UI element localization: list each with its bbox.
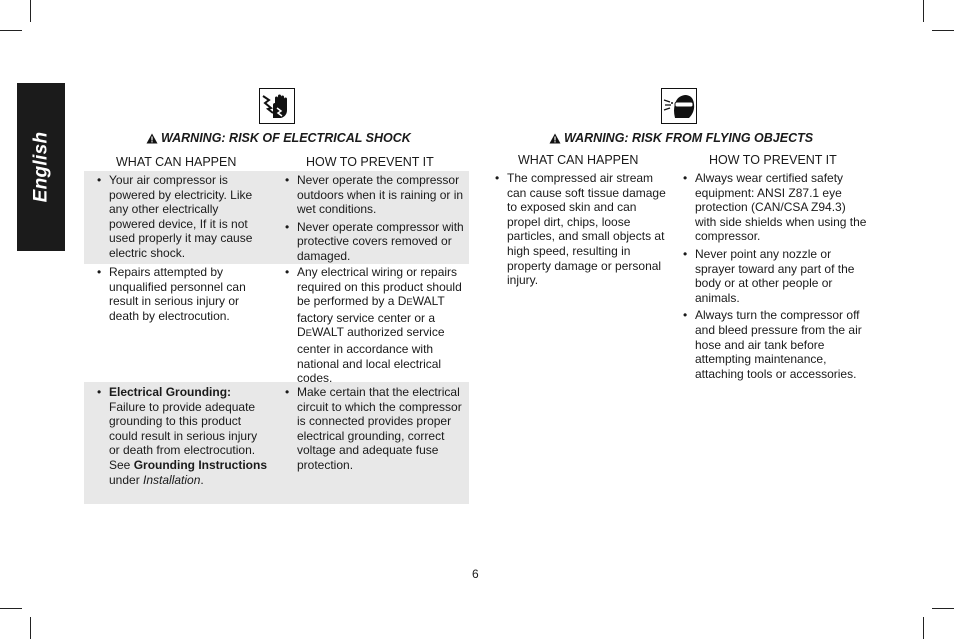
crop-mark bbox=[30, 617, 31, 639]
electrical-row1-prevent bbox=[284, 173, 468, 267]
crop-mark bbox=[932, 608, 954, 609]
electrical-row1-happen bbox=[96, 173, 264, 264]
list-item: • Always wear certified safety equipment: ANSI Z87.1 eye protection (CAN/CSA Z94.3) with side shields when using the compressor. bbox=[682, 171, 868, 244]
list-item: • Never point any nozzle or sprayer toward any part of the body or at other people or animals. bbox=[682, 247, 868, 305]
warning-triangle-icon bbox=[146, 133, 158, 144]
crop-mark bbox=[932, 30, 954, 31]
flying-col-prevent: HOW TO PREVENT IT bbox=[709, 153, 837, 167]
list-item: • The compressed air stream can cause soft tissue damage to exposed skin and can propel dirt, chips, loose particles, and small objects at high speed, resulting in property damage or personal injury. bbox=[494, 171, 668, 288]
electrical-col-happen: WHAT CAN HAPPEN bbox=[116, 155, 237, 169]
crop-mark bbox=[923, 617, 924, 639]
crop-mark bbox=[0, 30, 22, 31]
electrical-row2-prevent bbox=[284, 265, 466, 389]
warning-electrical-label: WARNING: RISK OF ELECTRICAL SHOCK bbox=[161, 131, 411, 145]
list-item: • Your air compressor is powered by electricity. Like any other electrically powered device, If it is not used properly it may cause electric shock. bbox=[96, 173, 264, 261]
language-tab bbox=[17, 83, 65, 251]
page-number: 6 bbox=[472, 567, 479, 581]
warning-triangle-icon bbox=[549, 133, 561, 144]
warning-electrical-title bbox=[146, 131, 411, 145]
warning-flying-title bbox=[549, 131, 813, 145]
electrical-row2-happen bbox=[96, 265, 256, 326]
list-item: • Never operate the compressor outdoors when it is raining or in wet conditions. bbox=[284, 173, 468, 217]
crop-mark bbox=[923, 0, 924, 22]
list-item: • Always turn the compressor off and bleed pressure from the air hose and air tank before attempting maintenance, attaching tools or accessories. bbox=[682, 308, 868, 381]
warning-flying-label: WARNING: RISK FROM FLYING OBJECTS bbox=[564, 131, 814, 145]
flying-prevent bbox=[682, 171, 868, 384]
crop-mark bbox=[30, 0, 31, 22]
flying-objects-icon bbox=[661, 88, 697, 124]
flying-happen bbox=[494, 171, 668, 291]
list-item: • Any electrical wiring or repairs required on this product should be performed by a DEWALT factory service center or a DEWALT authorized service center in accordance with national and local electrical codes. bbox=[284, 265, 466, 386]
list-item: • Repairs attempted by unqualified personnel can result in serious injury or death by electrocution. bbox=[96, 265, 256, 323]
electrical-row3-happen bbox=[96, 385, 268, 490]
crop-mark bbox=[0, 608, 22, 609]
electric-shock-icon bbox=[259, 88, 295, 124]
list-item: • Electrical Grounding: Failure to provide adequate grounding to this product could result in serious injury or death from electrocution. See Grounding Instructions under Installation. bbox=[96, 385, 268, 487]
list-item: • Never operate compressor with protective covers removed or damaged. bbox=[284, 220, 468, 264]
flying-col-happen: WHAT CAN HAPPEN bbox=[518, 153, 639, 167]
electrical-row3-prevent bbox=[284, 385, 468, 476]
electrical-col-prevent: HOW TO PREVENT IT bbox=[306, 155, 434, 169]
list-item: • Make certain that the electrical circuit to which the compressor is connected provides proper electrical grounding, correct voltage and adequate fuse protection. bbox=[284, 385, 468, 473]
language-tab-label: English bbox=[30, 131, 51, 203]
